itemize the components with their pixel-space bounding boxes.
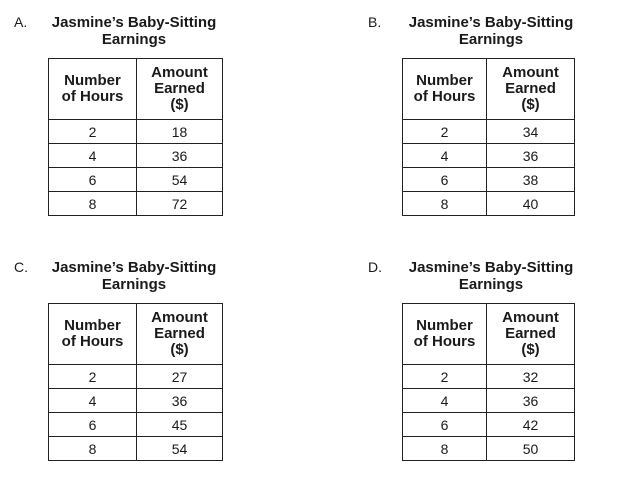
amount-cell: 54 (137, 168, 223, 192)
hours-cell: 6 (49, 168, 137, 192)
table-row (49, 365, 223, 389)
hours-column-header: Number of Hours (403, 59, 487, 120)
choice-letter: A. (14, 14, 28, 30)
choice-c[interactable] (14, 259, 294, 479)
amount-cell: 18 (137, 120, 223, 144)
table-row (403, 192, 575, 216)
hours-cell: 8 (49, 437, 137, 461)
amount-cell: 72 (137, 192, 223, 216)
amount-cell: 36 (487, 144, 575, 168)
table-row (403, 437, 575, 461)
hours-cell: 8 (49, 192, 137, 216)
choice-b[interactable] (368, 14, 618, 234)
amount-cell: 54 (137, 437, 223, 461)
choice-letter: D. (368, 259, 382, 275)
table-row (49, 413, 223, 437)
amount-cell: 32 (487, 365, 575, 389)
hours-cell: 4 (49, 144, 137, 168)
amount-cell: 27 (137, 365, 223, 389)
amount-column-header: Amount Earned ($) (137, 59, 223, 120)
table-row (403, 413, 575, 437)
hours-cell: 2 (403, 365, 487, 389)
hours-column-header: Number of Hours (49, 304, 137, 365)
amount-cell: 50 (487, 437, 575, 461)
table-row (49, 120, 223, 144)
hours-column-header: Number of Hours (49, 59, 137, 120)
amount-cell: 34 (487, 120, 575, 144)
hours-cell: 2 (49, 365, 137, 389)
amount-cell: 36 (137, 389, 223, 413)
table-row (403, 168, 575, 192)
hours-cell: 8 (403, 437, 487, 461)
table-row (403, 144, 575, 168)
earnings-table (402, 303, 575, 461)
hours-cell: 6 (403, 413, 487, 437)
hours-column-header: Number of Hours (403, 304, 487, 365)
choice-a[interactable] (14, 14, 294, 234)
table-row (49, 192, 223, 216)
earnings-table (402, 58, 575, 216)
choice-letter: C. (14, 259, 28, 275)
hours-cell: 4 (403, 144, 487, 168)
amount-cell: 45 (137, 413, 223, 437)
earnings-table (48, 303, 223, 461)
table-row (49, 437, 223, 461)
table-row (49, 389, 223, 413)
table-row (403, 389, 575, 413)
table-header-row (403, 304, 575, 365)
hours-cell: 2 (49, 120, 137, 144)
amount-column-header: Amount Earned ($) (487, 304, 575, 365)
choice-d[interactable] (368, 259, 618, 479)
choice-letter: B. (368, 14, 382, 30)
table-header-row (403, 59, 575, 120)
amount-cell: 38 (487, 168, 575, 192)
table-row (49, 168, 223, 192)
amount-cell: 36 (487, 389, 575, 413)
table-title: Jasmine’s Baby-Sitting Earnings (408, 14, 574, 48)
table-title: Jasmine’s Baby-Sitting Earnings (51, 14, 217, 48)
hours-cell: 4 (403, 389, 487, 413)
table-row (49, 144, 223, 168)
table-header-row (49, 59, 223, 120)
amount-cell: 36 (137, 144, 223, 168)
amount-column-header: Amount Earned ($) (487, 59, 575, 120)
hours-cell: 6 (49, 413, 137, 437)
hours-cell: 4 (49, 389, 137, 413)
hours-cell: 6 (403, 168, 487, 192)
amount-column-header: Amount Earned ($) (137, 304, 223, 365)
table-header-row (49, 304, 223, 365)
earnings-table (48, 58, 223, 216)
amount-cell: 42 (487, 413, 575, 437)
table-title: Jasmine’s Baby-Sitting Earnings (408, 259, 574, 293)
amount-cell: 40 (487, 192, 575, 216)
hours-cell: 2 (403, 120, 487, 144)
table-title: Jasmine’s Baby-Sitting Earnings (51, 259, 217, 293)
table-row (403, 120, 575, 144)
hours-cell: 8 (403, 192, 487, 216)
table-row (403, 365, 575, 389)
